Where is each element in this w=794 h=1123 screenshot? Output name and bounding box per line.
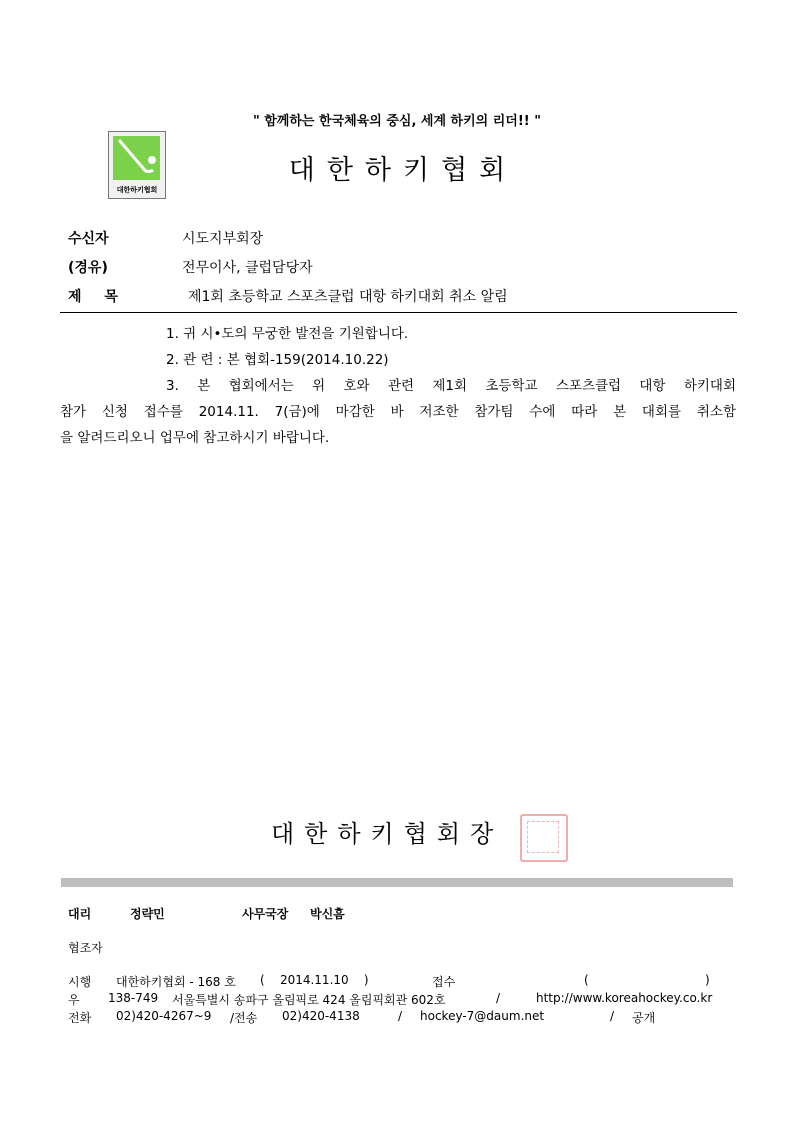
receipt-label: 접수 (432, 975, 456, 989)
cooperator-label: 협조자 (68, 941, 103, 955)
via-label: (경유) (68, 260, 108, 276)
staff1-role: 대리 (68, 907, 92, 921)
signature-title: 대한하키협회장 (271, 820, 504, 848)
staff2-name: 박신흠 (310, 907, 345, 921)
body-item-1: 1. 귀 시•도의 무궁한 발전을 기원합니다. (166, 326, 409, 342)
subject-label: 제 목 (68, 289, 118, 305)
receipt-paren-close: ) (705, 973, 710, 987)
website-link[interactable]: http://www.koreahockey.co.kr (536, 991, 713, 1005)
fax-label: /전송 (230, 1011, 258, 1025)
issue-label: 시행 (68, 975, 92, 989)
staff2-role: 사무국장 (242, 907, 289, 921)
footer-divider (61, 878, 733, 887)
body-item-3: 3. 본 협회에서는 위 호와 관련 제1회 초등학교 스포츠클럽 대항 하키대회 (166, 378, 736, 394)
body-item-3-end: 을 알려드리오니 업무에 참고하시기 바랍니다. (60, 430, 330, 446)
email-link[interactable]: hockey-7@daum.net (420, 1009, 545, 1023)
phone-label: 전화 (68, 1011, 92, 1025)
zip-label: 우 (68, 993, 80, 1007)
phone-value: 02)420-4267~9 (116, 1009, 212, 1023)
address-separator: / (496, 991, 501, 1005)
body-item-2: 2. 관 련 : 본 협회-159(2014.10.22) (166, 352, 389, 368)
organization-title: 대한하키협회 (288, 155, 518, 186)
logo-label: 대한하키협회 (116, 186, 158, 194)
disclosure-status: 공개 (632, 1011, 656, 1025)
body-item-3-cont: 참가 신청 접수를 2014.11. 7(금)에 마감한 바 저조한 참가팀 수에 따라 본 대회를 취소함 (60, 404, 736, 420)
recipient-label: 수신자 (68, 231, 109, 247)
receipt-paren-open: ( (584, 973, 589, 987)
issue-date: ( 2014.11.10 ) (260, 973, 369, 987)
header-divider (60, 312, 737, 313)
fax-value: 02)420-4138 (282, 1009, 360, 1023)
zip-value: 138-749 (108, 991, 159, 1005)
issue-value: 대한하키협회 - 168 호 (116, 975, 236, 989)
address: 서울특별시 송파구 올림픽로 424 올림픽회관 602호 (172, 993, 446, 1007)
official-seal-icon (520, 814, 568, 862)
subject-value: 제1회 초등학교 스포츠클럽 대항 하키대회 취소 알림 (188, 289, 508, 305)
recipient-value: 시도지부회장 (182, 231, 264, 247)
via-value: 전무이사, 클럽담당자 (182, 260, 313, 276)
staff1-name: 정략민 (130, 907, 165, 921)
phone-separator: / (398, 1009, 403, 1023)
email-separator: / (610, 1009, 615, 1023)
slogan: " 함께하는 한국체육의 중심, 세계 하키의 리더!! " (252, 114, 542, 129)
